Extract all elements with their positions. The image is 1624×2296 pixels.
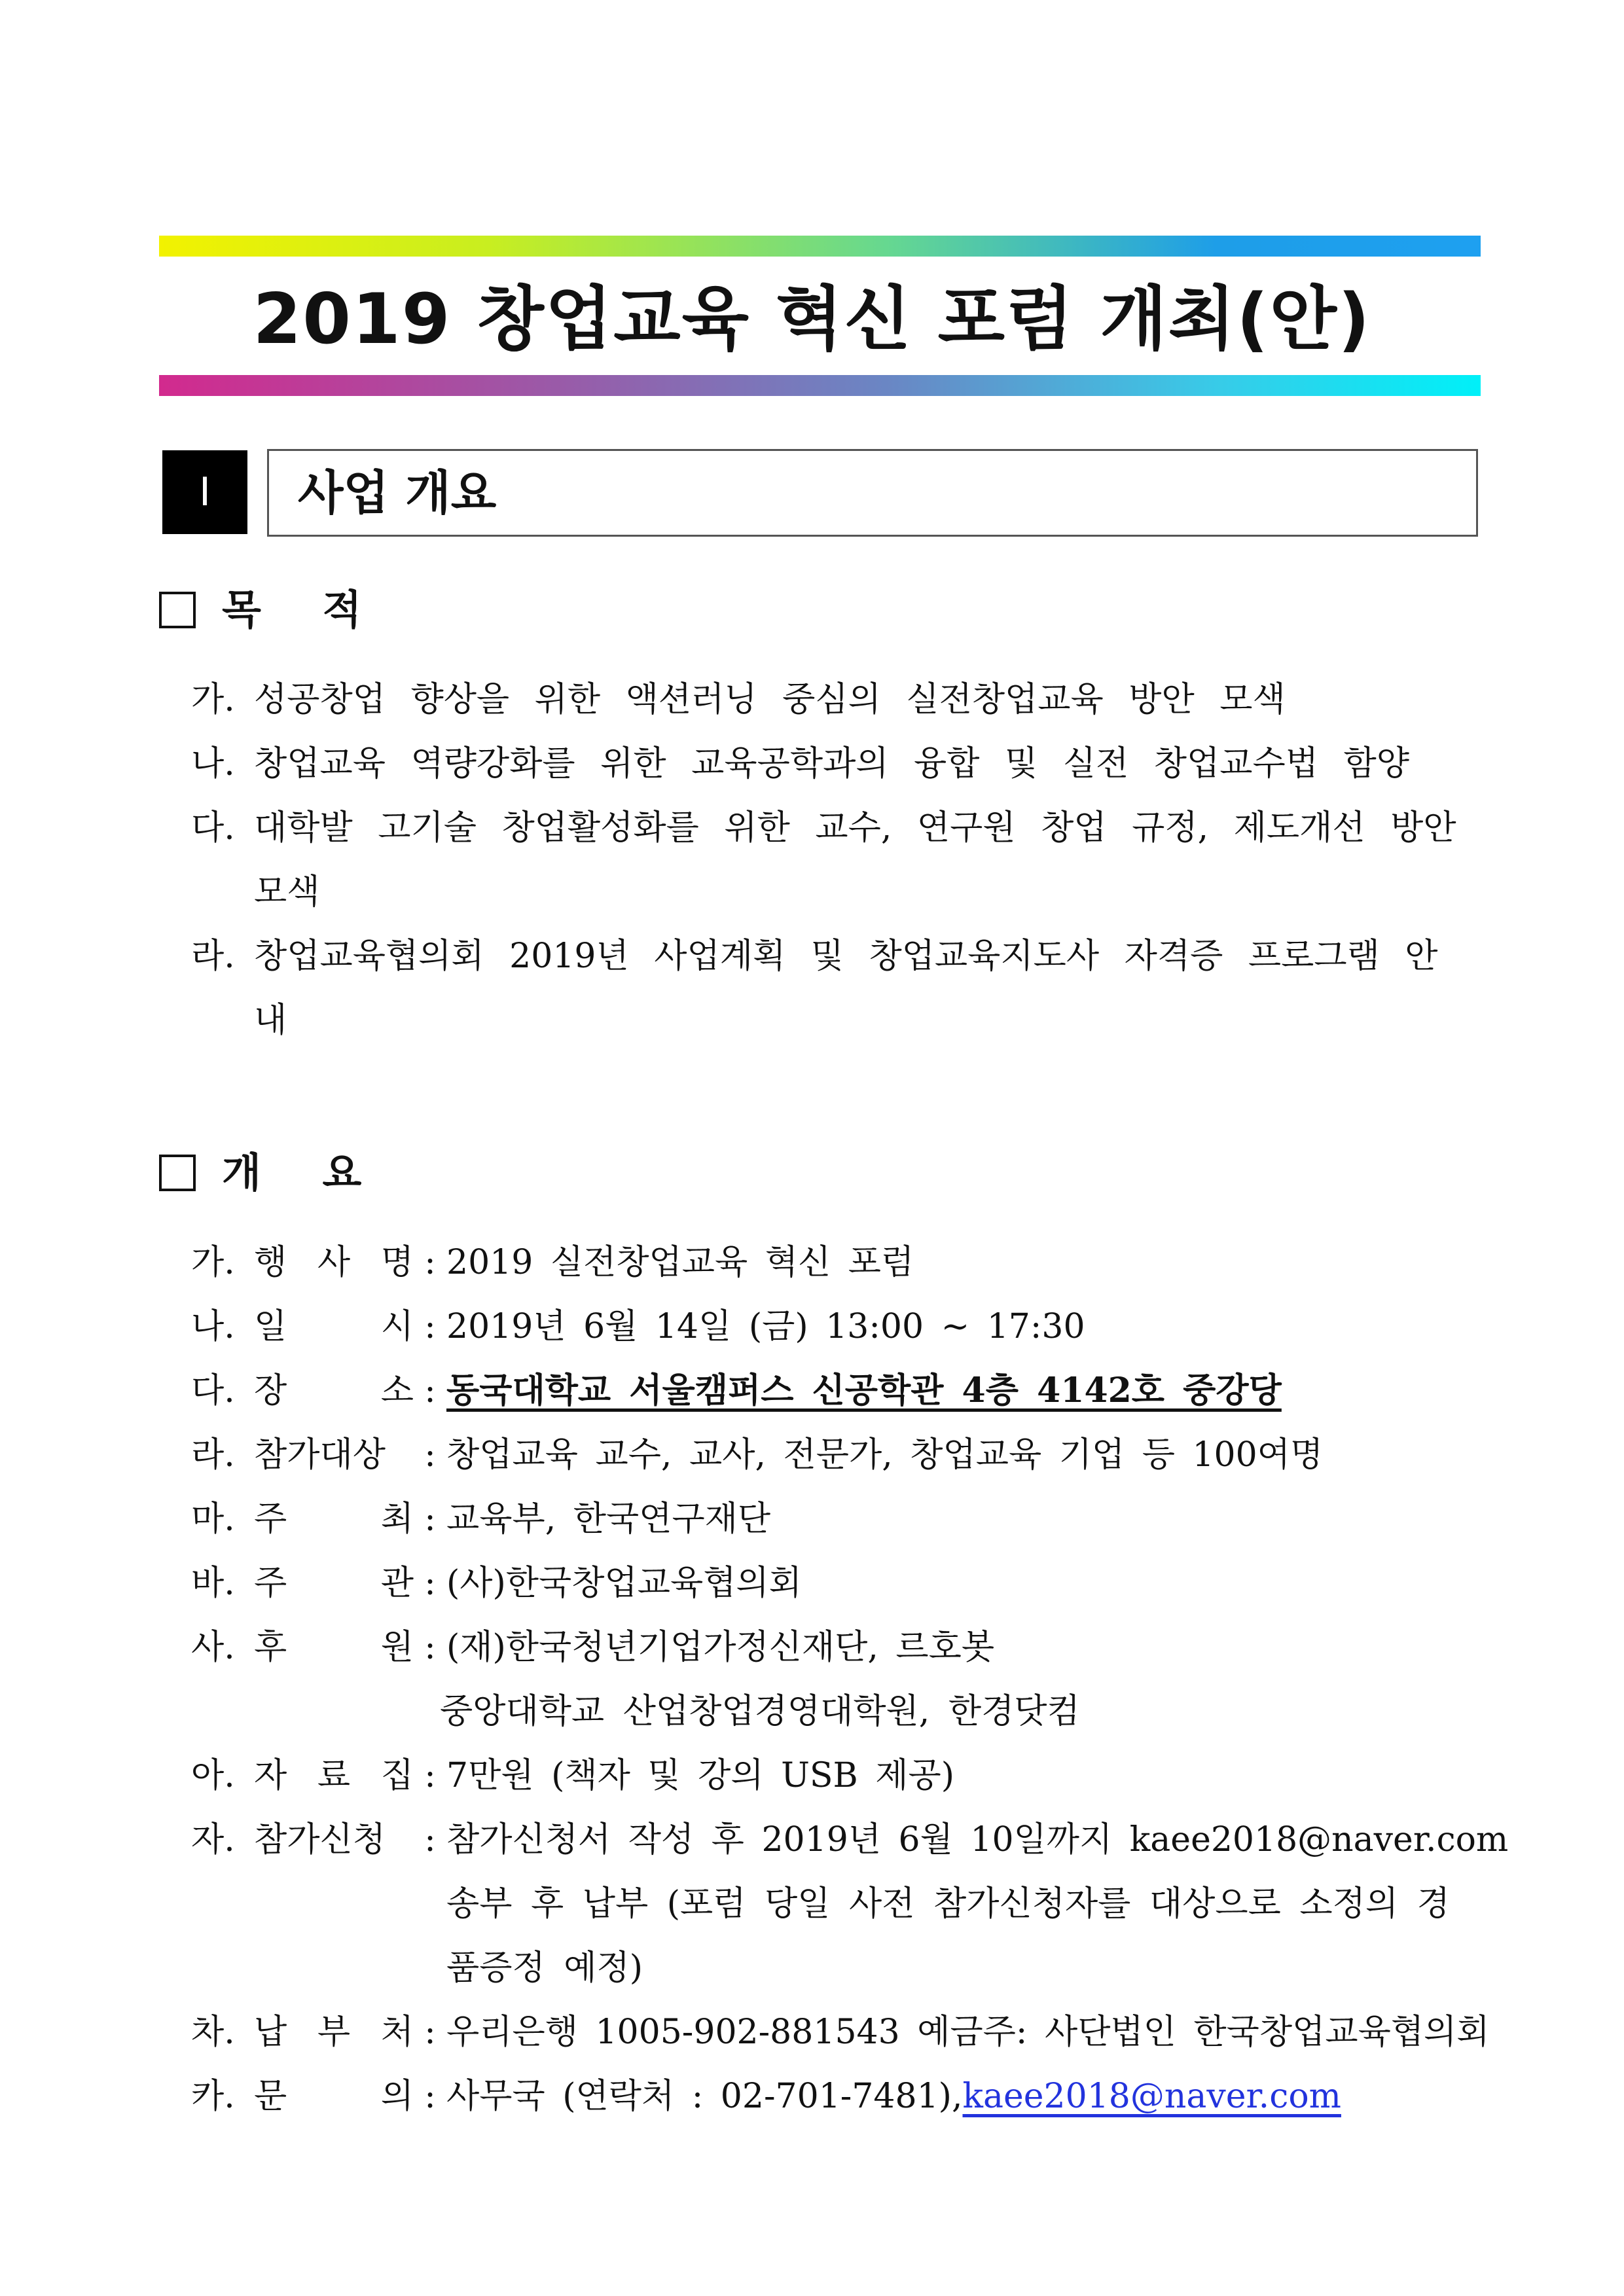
item-marker: 자. [191,1820,235,1859]
row-colon: : [424,1243,436,1282]
purpose-heading-text: 목 적 [222,586,386,634]
overview-heading [159,1147,385,1199]
row-label [254,1423,414,1487]
item-text: 창업교육 역량강화를 위한 교육공학과의 융합 및 실전 창업교수법 함양 [254,744,1409,783]
purpose-item [191,924,1438,988]
row-label [254,2064,414,2128]
row-label-part: 주 [254,1499,287,1539]
row-value: 교육부, 한국연구재단 [446,1499,771,1539]
row-label [254,1230,414,1295]
purpose-item-continuation: 내 [254,1001,287,1040]
item-marker: 아. [191,1756,235,1795]
row-colon: : [424,1820,436,1859]
item-marker: 다. [191,808,235,848]
overview-row [191,1359,1282,1423]
row-label-part: 일 [254,1307,287,1346]
row-value: 사무국 (연락처 : 02-701-7481), [446,2077,963,2116]
item-marker: 카. [191,2077,235,2116]
item-marker: 라. [191,937,235,976]
row-colon: : [424,1307,436,1346]
row-colon: : [424,2013,436,2052]
overview-heading-text: 개 요 [222,1149,386,1196]
row-label-part: 원 [380,1628,414,1667]
item-marker: 다. [191,1371,235,1410]
row-colon: : [424,1564,436,1603]
title-bottom-gradient-bar [159,375,1481,396]
item-marker: 마. [191,1499,235,1539]
row-label-part: 명 [380,1243,414,1282]
purpose-item-continuation: 모색 [254,872,320,912]
row-value-continuation: 품증정 예정) [446,1948,643,1988]
row-value: 창업교육 교수, 교사, 전문가, 창업교육 기업 등 100여명 [446,1435,1324,1475]
row-label-part: 시 [380,1307,414,1346]
row-label-part: 처 [380,2013,414,2052]
row-colon: : [424,1628,436,1667]
purpose-item [191,796,1456,860]
row-label-part: 참가대상 [254,1435,386,1475]
title-top-gradient-bar [159,236,1481,257]
row-label [254,1744,414,1808]
row-label [254,1295,414,1359]
overview-row [191,2000,1490,2064]
item-text: 대학발 고기술 창업활성화를 위한 교수, 연구원 창업 규정, 제도개선 방안 [254,808,1456,848]
row-value: 참가신청서 작성 후 2019년 6월 10일까지 kaee2018@naver.com [446,1820,1509,1859]
row-value: 7만원 (책자 및 강의 USB 제공) [446,1756,955,1795]
row-value: 2019년 6월 14일 (금) 13:00 ~ 17:30 [446,1307,1085,1346]
row-label-part: 납 [254,2013,287,2052]
overview-row [191,2064,1341,2128]
item-marker: 가. [191,680,235,719]
row-label [254,1359,414,1423]
row-colon: : [424,1499,436,1539]
item-marker: 가. [191,1243,235,1282]
row-label-part: 후 [254,1628,287,1667]
email-link[interactable]: kaee2018@naver.com [962,2077,1341,2116]
row-value-continuation: 중앙대학교 산업창업경영대학원, 한경닷컴 [440,1692,1080,1731]
row-label-part: 자 [254,1756,287,1795]
overview-row [191,1230,914,1295]
row-label-part: 최 [380,1499,414,1539]
overview-row [191,1487,770,1551]
item-text: 창업교육협의회 2019년 사업계획 및 창업교육지도사 자격증 프로그램 안 [254,937,1438,976]
row-label-part: 관 [380,1564,414,1603]
item-marker: 차. [191,2013,235,2052]
row-value-continuation: 송부 후 납부 (포럼 당일 사전 참가신청자를 대상으로 소정의 경 [446,1884,1450,1924]
row-label-part: 의 [380,2077,414,2116]
row-label-part: 참가신청 [254,1820,386,1859]
overview-row [191,1615,994,1679]
row-colon: : [424,1756,436,1795]
row-label-part: 장 [254,1371,287,1410]
row-label-part: 행 [254,1243,287,1282]
overview-row [191,1295,1085,1359]
row-value: (재)한국청년기업가정신재단, 르호봇 [446,1628,995,1667]
row-value: (사)한국창업교육협의회 [446,1564,802,1603]
row-label-part: 사 [317,1243,351,1282]
row-label-part: 료 [317,1756,351,1795]
purpose-item [191,668,1286,732]
purpose-heading [159,584,385,636]
row-label-part: 집 [380,1756,414,1795]
item-marker: 라. [191,1435,235,1475]
row-value: 2019 실전창업교육 혁신 포럼 [446,1243,914,1282]
row-label-part: 부 [317,2013,351,2052]
row-label-part: 주 [254,1564,287,1603]
row-label-part: 소 [380,1371,414,1410]
row-label [254,1487,414,1551]
section-title: 사업 개요 [267,449,1478,537]
row-colon: : [424,1371,436,1410]
purpose-item [191,732,1409,796]
row-colon: : [424,2077,436,2116]
row-label [254,1551,414,1615]
row-label-part: 문 [254,2077,287,2116]
overview-row [191,1744,954,1808]
overview-row [191,1808,1508,1872]
row-colon: : [424,1435,436,1475]
overview-row [191,1423,1323,1487]
row-label [254,2000,414,2064]
row-label [254,1615,414,1679]
item-marker: 나. [191,1307,235,1346]
item-marker: 바. [191,1564,235,1603]
overview-row [191,1551,802,1615]
row-label [254,1808,414,1872]
item-text: 성공창업 향상을 위한 액션러닝 중심의 실전창업교육 방안 모색 [254,680,1286,719]
item-marker: 나. [191,744,235,783]
row-value: 동국대학교 서울캠퍼스 신공학관 4층 4142호 중강당 [446,1371,1282,1410]
section-number: Ⅰ [162,450,247,534]
checkbox-icon [159,1155,196,1191]
item-marker: 사. [191,1628,235,1667]
checkbox-icon [159,592,196,628]
page-title: 2019 창업교육 혁신 포럼 개최(안) [253,279,1371,359]
row-value: 우리은행 1005-902-881543 예금주: 사단법인 한국창업교육협의회 [446,2013,1490,2052]
